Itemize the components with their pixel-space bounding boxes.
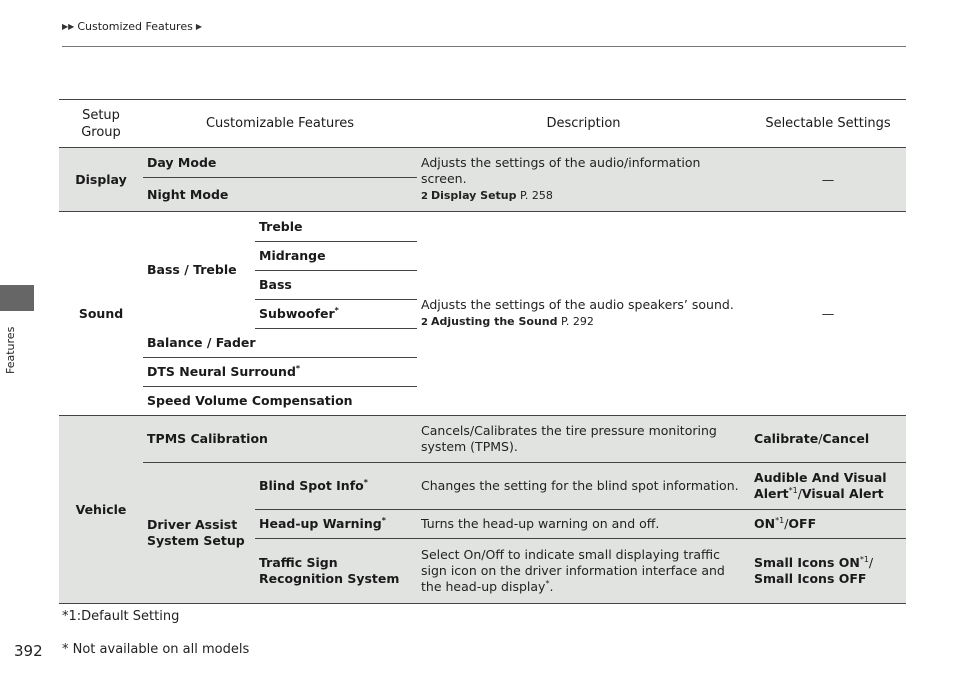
col-header-features: Customizable Features	[143, 100, 417, 148]
tpms-description: Cancels/Calibrates the tire pressure monitoring system (TPMS).	[417, 416, 750, 463]
breadcrumb	[62, 20, 202, 33]
tpms-option-cancel: Cancel	[822, 431, 870, 446]
sound-description-cell	[417, 212, 750, 416]
tpms-settings	[750, 416, 906, 463]
col-header-settings: Selectable Settings	[750, 100, 906, 148]
availability-mark: *	[363, 477, 368, 487]
feature-midrange: Midrange	[255, 242, 417, 271]
tsr-description: Select On/Off to indicate small displaying traffic sign icon on the driver information interface and the head-up display	[421, 547, 725, 594]
feature-treble: Treble	[255, 212, 417, 242]
tsr-option-icons-off: Small Icons OFF	[754, 571, 867, 586]
feature-tpms-calibration: TPMS Calibration	[143, 416, 417, 463]
blind-spot-settings	[750, 463, 906, 510]
availability-mark: *	[381, 515, 386, 525]
display-settings: —	[750, 148, 906, 212]
blind-spot-description: Changes the setting for the blind spot information.	[417, 463, 750, 510]
display-description: Adjusts the settings of the audio/information screen.	[421, 154, 701, 186]
default-setting-mark: *1	[788, 485, 798, 495]
feature-head-up-warning	[255, 510, 417, 539]
blind-spot-label: Blind Spot Info	[259, 478, 364, 493]
dts-label: DTS Neural Surround	[147, 364, 296, 379]
option-separator: /	[797, 486, 802, 501]
subwoofer-label: Subwoofer	[259, 306, 335, 321]
section-tab-marker	[0, 285, 34, 311]
feature-bass-treble: Bass / Treble	[147, 262, 237, 278]
feature-traffic-sign-recognition: Traffic Sign Recognition System	[255, 539, 417, 604]
tpms-option-separator: /	[818, 431, 823, 446]
hud-option-on: ON	[754, 516, 776, 531]
header-rule	[62, 46, 906, 47]
tsr-description-cell	[417, 539, 750, 604]
breadcrumb-link[interactable]: Customized Features	[77, 20, 193, 33]
tpms-option-calibrate: Calibrate	[754, 431, 819, 446]
default-setting-mark: *1	[775, 515, 785, 525]
feature-balance-fader: Balance / Fader	[143, 329, 417, 358]
group-vehicle: Vehicle	[59, 416, 143, 604]
feature-driver-assist-system-setup: Driver Assist System Setup	[143, 463, 255, 604]
col-header-description: Description	[417, 100, 750, 148]
feature-day-mode: Day Mode	[143, 148, 417, 178]
sound-settings: —	[750, 212, 906, 416]
col-header-setup-group: Setup Group	[59, 100, 143, 148]
footnote-not-available: * Not available on all models	[62, 642, 250, 657]
breadcrumb-trail-arrow-icon: ▶	[195, 22, 202, 31]
group-display: Display	[59, 148, 143, 212]
tsr-description-end: .	[549, 579, 554, 594]
hud-option-off: OFF	[788, 516, 817, 531]
section-side-label: Features	[4, 326, 17, 374]
display-description-cell	[417, 148, 750, 212]
feature-blind-spot-info	[255, 463, 417, 510]
feature-dts-neural-surround	[143, 358, 417, 387]
head-up-warning-label: Head-up Warning	[259, 516, 382, 531]
feature-night-mode: Night Mode	[143, 178, 417, 212]
head-up-warning-description: Turns the head-up warning on and off.	[417, 510, 750, 539]
tsr-option-icons-on: Small Icons ON	[754, 555, 860, 570]
feature-speed-volume-compensation: Speed Volume Compensation	[143, 387, 417, 416]
group-sound: Sound	[59, 212, 143, 416]
option-separator: /	[868, 555, 874, 570]
display-setup-reference[interactable]	[421, 189, 553, 202]
reference-arrow-icon: 2	[421, 316, 428, 328]
blind-spot-option-visual: Visual Alert	[801, 486, 884, 501]
reference-arrow-icon: 2	[421, 190, 428, 202]
display-setup-link[interactable]: Display Setup	[430, 188, 517, 202]
sound-description: Adjusts the settings of the audio speakers’ sound.	[421, 296, 734, 312]
availability-mark: *	[545, 578, 550, 588]
head-up-warning-settings	[750, 510, 906, 539]
customizable-features-table	[59, 99, 906, 604]
availability-mark: *	[334, 305, 339, 315]
page-number: 392	[14, 642, 43, 660]
adjusting-sound-reference[interactable]	[421, 315, 594, 328]
tsr-settings	[750, 539, 906, 604]
footnote-default-setting: *1:Default Setting	[62, 609, 180, 624]
blind-spot-option-audible-visual: Audible And Visual Alert	[754, 470, 887, 501]
option-separator: /	[784, 516, 789, 531]
adjusting-sound-page: P. 292	[560, 314, 594, 328]
feature-bass: Bass	[255, 271, 417, 300]
display-setup-page: P. 258	[520, 188, 553, 202]
feature-subwoofer	[255, 300, 417, 329]
default-setting-mark: *1	[859, 554, 869, 564]
breadcrumb-arrow-icon: ▶▶	[62, 22, 75, 31]
availability-mark: *	[295, 363, 301, 373]
adjusting-sound-link[interactable]: Adjusting the Sound	[430, 314, 558, 328]
